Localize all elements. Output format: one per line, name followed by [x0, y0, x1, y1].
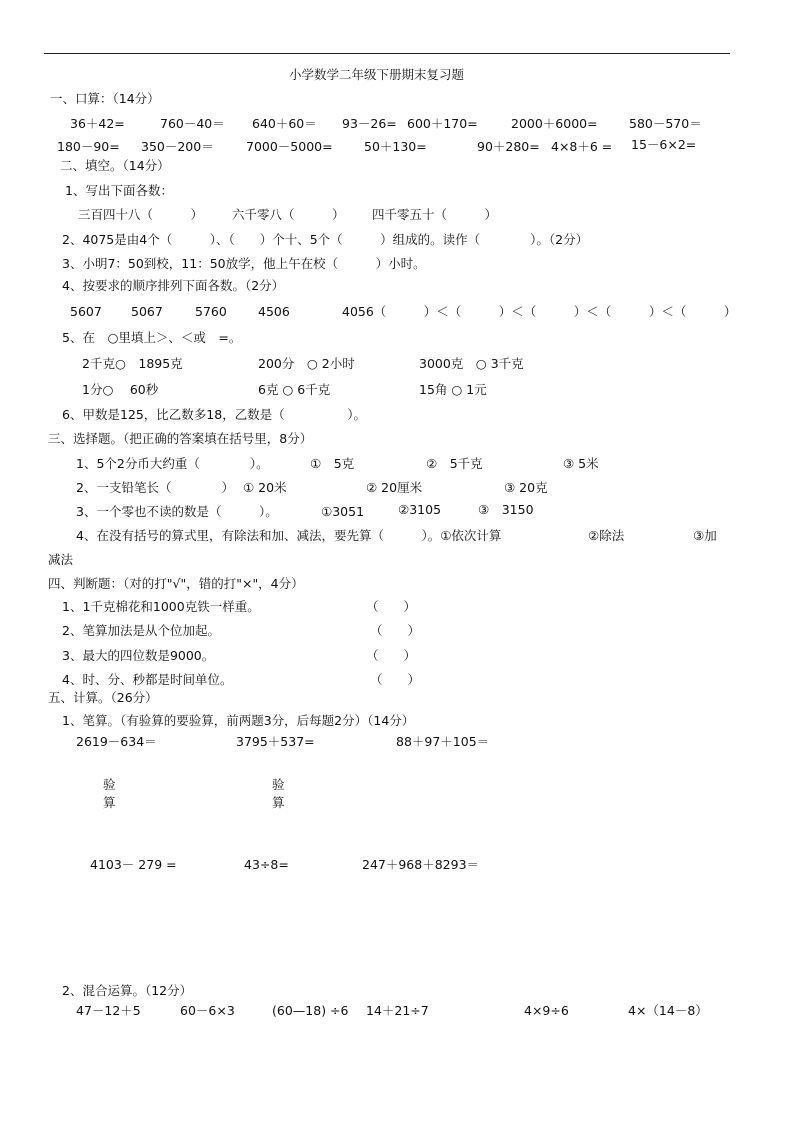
choice-option: ③ 20克 — [504, 480, 548, 495]
judge-item: 4、时、分、秒都是时间单位。 — [62, 672, 233, 687]
calc-item: 93－26= — [342, 116, 397, 131]
section-5-heading: 五、计算。（26分） — [48, 690, 158, 705]
number-item: 5760 — [195, 304, 227, 319]
judge-paren: （ ） — [370, 623, 421, 638]
calc-item: 760－40＝ — [160, 116, 225, 131]
fill-item: 四千零五十（ ） — [372, 207, 498, 222]
mixed-calc: 4×9÷6 — [524, 1003, 569, 1018]
calc-item: 600＋170= — [407, 116, 478, 131]
question-text: 1、写出下面各数： — [65, 183, 173, 198]
question-text: 3、小明7：50到校，11：50放学，他上午在校（ ）小时。 — [62, 256, 426, 271]
choice-question: 3、一个零也不读的数是（ ）。 — [76, 504, 278, 519]
verify-label: 验 — [272, 777, 285, 792]
judge-paren: （ ） — [370, 672, 421, 687]
question-text: 2、4075是由4个（ ）、（ ）个十、5个（ ）组成的。读作（ ）。（2分） — [62, 232, 589, 247]
choice-continuation: 减法 — [48, 552, 74, 567]
number-item: 4506 — [258, 304, 290, 319]
question-text: 5、在 ○里填上＞、＜或 =。 — [62, 330, 242, 345]
calc-item: 50＋130= — [364, 139, 427, 154]
fill-item: 六千零八（ ） — [232, 207, 345, 222]
verify-label: 算 — [103, 795, 116, 810]
mixed-calc: 4×（14－8） — [628, 1003, 708, 1018]
section-4-heading: 四、判断题：（对的打"√"，错的打"×"，4分） — [48, 576, 304, 591]
page-title: 小学数学二年级下册期末复习题 — [289, 67, 465, 82]
compare-item: 2千克○ 1895克 — [82, 356, 183, 371]
choice-option: ②3105 — [398, 502, 442, 517]
written-calc: 88＋97＋105＝ — [396, 734, 490, 749]
calc-item: 90＋280= — [477, 139, 540, 154]
calc-item: 350－200＝ — [141, 139, 214, 154]
verify-label: 验 — [103, 777, 116, 792]
calc-item: 7000－5000= — [246, 139, 333, 154]
choice-option: ①3051 — [321, 504, 365, 519]
calc-item: 640＋60＝ — [252, 116, 317, 131]
judge-paren: （ ） — [366, 648, 417, 663]
section-2-heading: 二、填空。（14分） — [60, 158, 170, 173]
mixed-calc: (60—18) ÷6 — [272, 1003, 349, 1018]
calc-item: 36＋42= — [70, 116, 125, 131]
judge-paren: （ ） — [366, 599, 417, 614]
choice-option: ②除法 — [588, 528, 625, 543]
judge-item: 1、1千克棉花和1000克铁一样重。 — [62, 599, 260, 614]
choice-option: ② 20厘米 — [366, 480, 423, 495]
subsection-heading: 1、笔算。（有验算的要验算，前两题3分，后每题2分）（14分） — [62, 713, 415, 728]
judge-item: 3、最大的四位数是9000。 — [62, 648, 215, 663]
written-calc: 43÷8= — [244, 857, 289, 872]
mixed-calc: 60－6×3 — [180, 1003, 235, 1018]
section-1-heading: 一、口算：（14分） — [50, 91, 160, 106]
choice-option: ③加 — [693, 528, 717, 543]
header-rule — [44, 53, 730, 54]
choice-option: ① 20米 — [243, 480, 287, 495]
order-blanks: 4056（ ）＜（ ）＜（ ）＜（ ）＜（ ） — [342, 304, 737, 319]
choice-question: 4、在没有括号的算式里，有除法和加、减法，要先算（ ）。①依次计算 — [76, 528, 502, 543]
choice-option: ② 5千克 — [426, 456, 483, 471]
calc-item: 2000＋6000= — [511, 116, 598, 131]
question-text: 4、按要求的顺序排列下面各数。（2分） — [62, 278, 285, 293]
calc-item: 180－90= — [57, 139, 120, 154]
compare-item: 200分 ○ 2小时 — [258, 356, 355, 371]
question-text: 6、甲数是125，比乙数多18，乙数是（ ）。 — [62, 407, 366, 422]
choice-option: ① 5克 — [310, 456, 355, 471]
compare-item: 3000克 ○ 3千克 — [419, 356, 524, 371]
calc-item: 580－570＝ — [629, 116, 702, 131]
choice-option: ③ 5米 — [563, 456, 599, 471]
compare-item: 6克 ○ 6千克 — [258, 382, 331, 397]
mixed-calc: 14＋21÷7 — [366, 1003, 429, 1018]
subsection-heading: 2、混合运算。（12分） — [62, 983, 193, 998]
written-calc: 4103－ 279 = — [90, 857, 177, 872]
mixed-calc: 47－12＋5 — [76, 1003, 141, 1018]
verify-label: 算 — [272, 795, 285, 810]
compare-item: 15角 ○ 1元 — [419, 382, 487, 397]
choice-question: 2、一支铅笔长（ ） — [76, 480, 234, 495]
choice-question: 1、5个2分币大约重（ ）。 — [76, 456, 269, 471]
fill-item: 三百四十八（ ） — [78, 207, 204, 222]
number-item: 5607 — [70, 304, 102, 319]
written-calc: 2619－634＝ — [76, 734, 157, 749]
number-item: 5067 — [131, 304, 163, 319]
calc-item: 15－6×2= — [631, 137, 697, 152]
compare-item: 1分○ 60秒 — [82, 382, 159, 397]
written-calc: 247＋968＋8293＝ — [362, 857, 480, 872]
judge-item: 2、笔算加法是从个位加起。 — [62, 623, 220, 638]
calc-item: 4×8＋6 = — [551, 139, 613, 154]
section-3-heading: 三、选择题。（把正确的答案填在括号里，8分） — [48, 431, 313, 446]
written-calc: 3795＋537= — [236, 734, 315, 749]
choice-option: ③ 3150 — [478, 502, 534, 517]
